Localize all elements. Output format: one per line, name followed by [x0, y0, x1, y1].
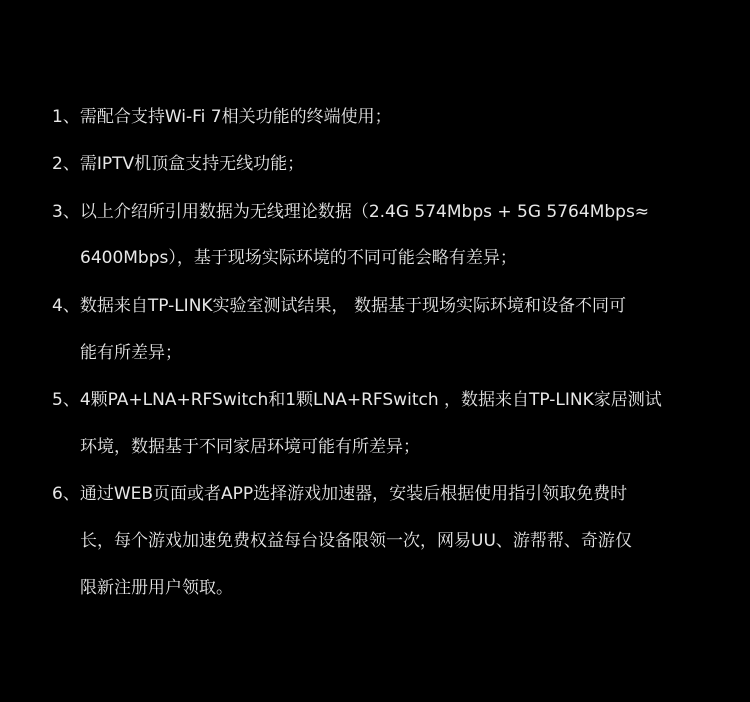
note-4-line-2: 能有所差异； — [80, 343, 182, 363]
note-1-line-1: 1、需配合支持Wi-Fi 7相关功能的终端使用； — [52, 107, 392, 127]
note-5-line-2: 环境，数据基于不同家居环境可能有所差异； — [80, 437, 420, 457]
note-6-line-1: 6、通过WEB页面或者APP选择游戏加速器，安装后根据使用指引领取免费时 — [52, 484, 628, 504]
note-2-line-1: 2、需IPTV机顶盒支持无线功能； — [52, 154, 305, 174]
note-3-line-2: 6400Mbps），基于现场实际环境的不同可能会略有差异； — [80, 248, 517, 268]
note-4-line-1: 4、数据来自TP-LINK实验室测试结果， 数据基于现场实际环境和设备不同可 — [52, 296, 626, 316]
note-6-line-3: 限新注册用户领取。 — [80, 578, 233, 598]
note-3-line-1: 3、以上介绍所引用数据为无线理论数据（2.4G 574Mbps + 5G 5764Mbps≈ — [52, 202, 650, 222]
note-6-line-2: 长，每个游戏加速免费权益每台设备限领一次，网易UU、游帮帮、奇游仅 — [80, 531, 632, 551]
note-5-line-1: 5、4颗PA+LNA+RFSwitch和1颗LNA+RFSwitch ，数据来自TP-LINK家居测试 — [52, 390, 662, 410]
